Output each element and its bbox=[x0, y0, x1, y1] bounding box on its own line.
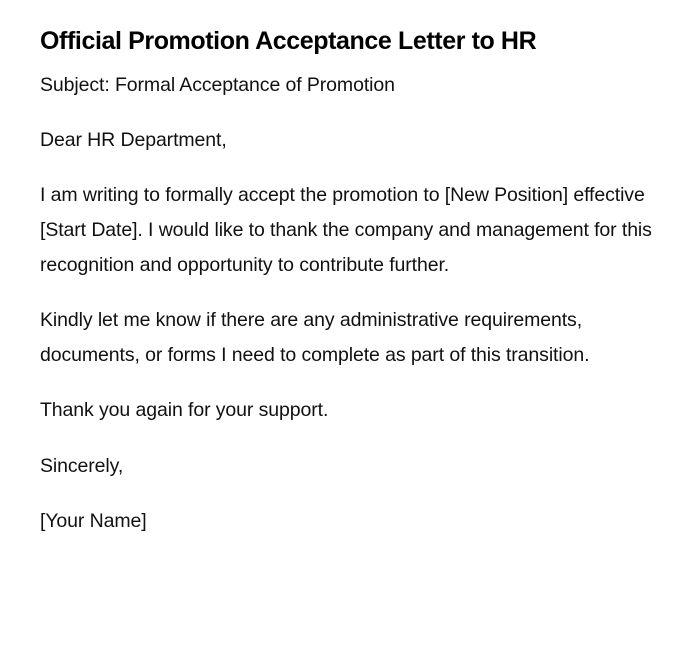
letter-paragraph-requirements: Kindly let me know if there are any administrative requirements, documents, or forms I need to complete as part of this transition. bbox=[40, 309, 590, 366]
letter-greeting: Dear HR Department, bbox=[40, 129, 227, 151]
letter-title: Official Promotion Acceptance Letter to HR bbox=[40, 27, 537, 55]
letter-signature: [Your Name] bbox=[40, 510, 147, 532]
letter-paragraph-acceptance: I am writing to formally accept the promotion to [New Position] effective [Start Date]. I would like to thank the company and management for this recognition and opportunity to contribute further. bbox=[40, 184, 652, 276]
letter-closing: Sincerely, bbox=[40, 455, 124, 477]
letter-paragraph-thanks: Thank you again for your support. bbox=[40, 399, 329, 421]
letter-subject: Subject: Formal Acceptance of Promotion bbox=[40, 74, 395, 96]
